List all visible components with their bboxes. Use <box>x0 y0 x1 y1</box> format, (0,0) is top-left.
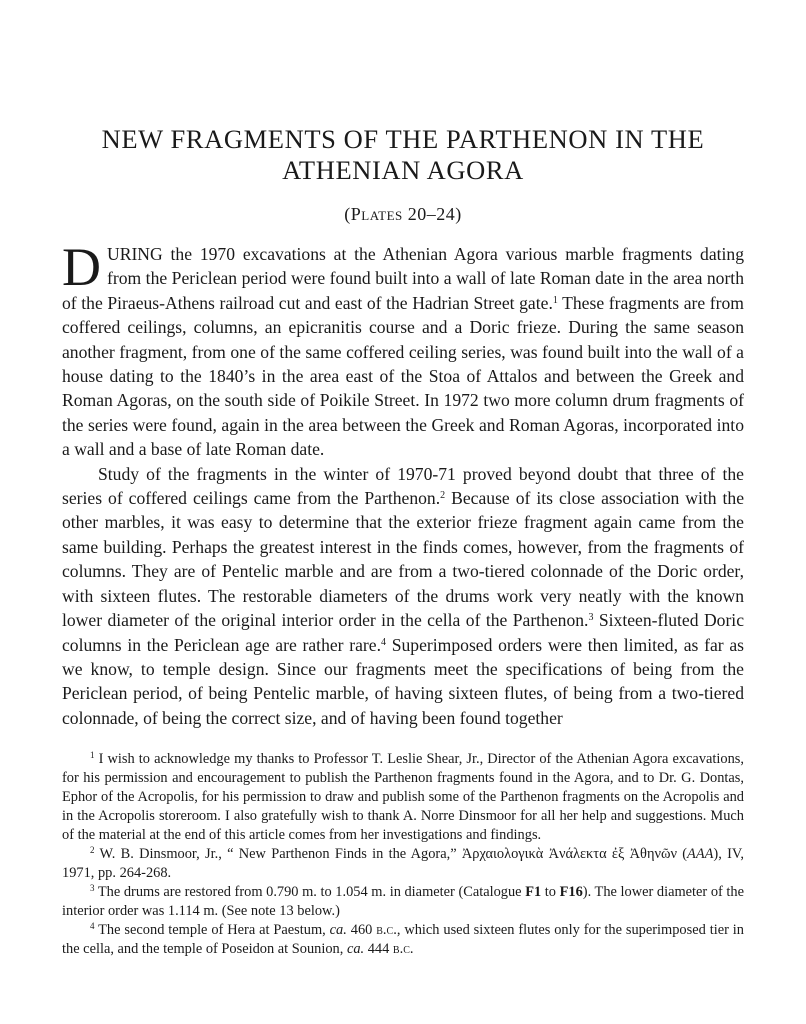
plates-label: (Plates 20–24) <box>344 204 462 224</box>
footnote-3 <box>62 883 744 921</box>
footnote-4-text-c: , which used sixteen flutes only for the superimposed tier in the cella, and the temple of Poseidon at Sounion, <box>62 922 744 957</box>
p2-text-b: Because of its close association with the other marbles, it was easy to determine that the exterior frieze fragment again came from the same building. Perhaps the greatest interest in the finds comes, however, from the fragments of columns. They are of Pentelic marble and are from a two-tiered colonnade of the Doric order, with sixteen flutes. The restorable diameters of the drums work very neatly with the known lower diameter of the original interior order in the cella of the Parthenon. <box>62 488 745 631</box>
footnote-2-abbreviation: AAA <box>687 846 714 862</box>
catalogue-f1: F1 <box>525 884 542 900</box>
footnote-2-greek-title: Ἀρχαιολογικὰ Ἀνάλεκτα ἐξ Ἀθηνῶν <box>461 846 677 862</box>
footnote-4 <box>62 921 744 959</box>
footnote-4-circa-2: ca. <box>346 941 365 957</box>
footnote-4-circa-1: ca. <box>329 922 347 938</box>
p2-text-d: Superimposed orders were then limited, as far as we know, to temple design. Since our fragments meet the specifications of being from the Periclean period, of being Pentelic marble, of having sixteen flutes, of being from a two-tiered colonnade, of being the correct size, and of having been found together <box>62 634 745 728</box>
footnotes <box>62 750 744 959</box>
footnote-ref-3: 3 <box>588 612 594 624</box>
p1-text-a: URING the 1970 excavations at the Athenian Agora various marble fragments dating from the Periclean period were found built into a wall of late Roman date in the area north of the Piraeus-Athens railroad cut and east of the Hadrian Street gate. <box>62 244 744 313</box>
footnote-2 <box>62 845 744 883</box>
p1-text-b: These fragments are from coffered ceilings, columns, an epicranitis course and a Doric frieze. During the same season another fragment, from one of the same coffered ceiling series, was found built into the wall of a house dating to the 1840’s in the area east of the Stoa of Attalos and between the Greek and Roman Agoras, on the south side of Poikile Street. In 1972 two more column drum fragments of the series were found, again in the area between the Greek and Roman Agoras, incorporated into a wall and a base of late Roman date. <box>62 292 744 460</box>
footnote-3-text-a: The drums are restored from 0.790 m. to 1.054 m. in diameter (Catalogue <box>94 884 526 900</box>
footnote-ref-1: 1 <box>552 294 558 306</box>
article-title <box>40 124 766 186</box>
footnote-ref-4: 4 <box>381 636 386 648</box>
p2-text-c: Sixteen-fluted Doric columns in the Periclean age are rather rare. <box>62 610 744 655</box>
footnote-2-text-b: ( <box>676 846 688 862</box>
title-line-2: ATHENIAN AGORA <box>282 155 524 185</box>
drop-cap: D <box>62 237 101 297</box>
footnote-1 <box>62 750 744 845</box>
paragraph-2 <box>62 462 744 730</box>
footnote-4-number: 4 <box>90 921 95 931</box>
footnote-4-bc-2: b.c. <box>392 941 414 957</box>
footnote-4-bc-1: b.c. <box>376 922 397 938</box>
footnote-2-text-c: ), IV, 1971, pp. 264-268. <box>62 846 745 881</box>
footnote-1-number: 1 <box>90 750 95 760</box>
footnote-3-number: 3 <box>90 883 95 893</box>
plates-reference <box>0 204 806 225</box>
footnote-2-text-a: W. B. Dinsmoor, Jr., “ New Parthenon Finds in the Agora,” <box>94 846 462 862</box>
footnote-ref-2: 2 <box>440 490 446 502</box>
p2-text-a: Study of the fragments in the winter of 1970-71 proved beyond doubt that three of the series of coffered ceilings came from the Parthenon. <box>62 463 744 509</box>
footnote-3-text-c: ). The lower diameter of the interior order was 1.114 m. (See note 13 below.) <box>62 884 745 919</box>
catalogue-f16: F16 <box>559 884 583 900</box>
main-body <box>62 237 745 730</box>
paragraph-1 <box>62 237 744 462</box>
title-line-1: NEW FRAGMENTS OF THE PARTHENON IN THE <box>101 124 705 154</box>
footnote-4-text-d: 444 <box>364 941 393 957</box>
footnote-1-text: I wish to acknowledge my thanks to Professor T. Leslie Shear, Jr., Director of the Athenian Agora excavations, for his permission and encouragement to publish the Parthenon fragments found in the Agora, and to Dr. G. Dontas, Ephor of the Acropolis, for his permission to draw and publish some of the Parthenon fragments on the Acropolis and in the Acropolis storeroom. I also gratefully wish to thank A. Norre Dinsmoor for all her help and suggestions. Much of the material at the end of this article comes from her investigations and findings. <box>62 751 744 843</box>
footnote-4-text-b: 460 <box>346 922 377 938</box>
footnote-4-text-a: The second temple of Hera at Paestum, <box>94 922 330 938</box>
footnote-2-number: 2 <box>90 845 95 855</box>
footnote-3-text-b: to <box>541 884 560 900</box>
